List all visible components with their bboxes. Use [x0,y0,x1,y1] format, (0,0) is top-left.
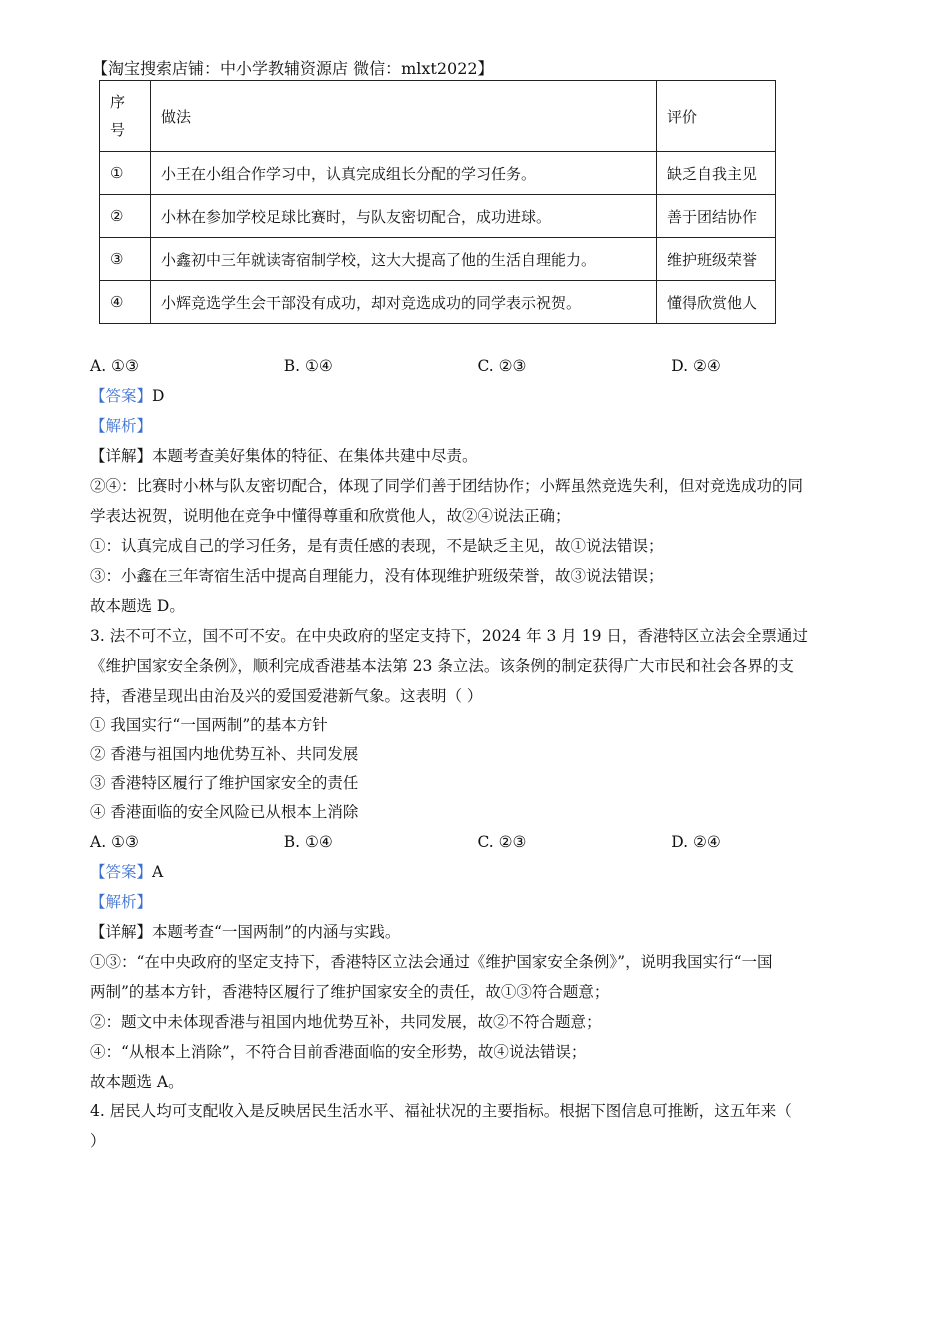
q3-choice: ③ 香港特区履行了维护国家安全的责任 [90,774,359,792]
q2-analysis-tag: 【解析】 [90,417,153,435]
row-eval: 维护班级荣誉 [657,238,776,281]
row-num: ② [100,195,151,238]
row-num: ④ [100,281,151,324]
option-a: A. ①③ [90,833,139,851]
q3-detail-line: 【详解】本题考查“一国两制”的内涵与实践。 [90,923,401,941]
q3-stem-line: 3. 法不可不立，国不可不安。在中央政府的坚定支持下，2024 年 3 月 19 日，香港特区立法会全票通过 [90,627,808,645]
q3-detail-line: ②：题文中未体现香港与祖国内地优势互补，共同发展，故②不符合题意； [90,1013,602,1031]
q3-stem-line: 持，香港呈现出由治及兴的爱国爱港新气象。这表明（ ） [90,687,483,705]
row-practice: 小辉竞选学生会干部没有成功，却对竞选成功的同学表示祝贺。 [151,281,657,324]
option-c: C. ②③ [477,833,527,851]
q3-choice: ④ 香港面临的安全风险已从根本上消除 [90,803,359,821]
q3-choice: ② 香港与祖国内地优势互补、共同发展 [90,745,359,763]
q3-detail-line: 故本题选 A。 [90,1073,184,1091]
option-b: B. ①④ [283,833,333,851]
answer-value: D [152,387,165,405]
row-practice: 小鑫初中三年就读寄宿制学校，这大大提高了他的生活自理能力。 [151,238,657,281]
q4-section [90,1096,865,1156]
q2-answer-line [90,381,865,411]
answer-tag: 【答案】 [90,387,153,405]
table-row [100,238,776,281]
q4-stem-line: 4. 居民人均可支配收入是反映居民生活水平、福祉状况的主要指标。根据下图信息可推断，这五年来（ [90,1102,792,1120]
watermark-header: 【淘宝搜索店铺：中小学教辅资源店 微信：mlxt2022】 [92,59,494,78]
practice-evaluation-table [99,80,776,324]
q2-detail-line: 故本题选 D。 [90,597,185,615]
q2-detail-line: ①：认真完成自己的学习任务，是有责任感的表现，不是缺乏主见，故①说法错误； [90,537,664,555]
row-practice: 小林在参加学校足球比赛时，与队友密切配合，成功进球。 [151,195,657,238]
q3-analysis-tag: 【解析】 [90,893,153,911]
header-seq-label: 序号 [110,93,126,139]
q2-detail-line: 【详解】本题考查美好集体的特征、在集体共建中尽责。 [90,447,478,465]
table-row [100,281,776,324]
row-practice: 小王在小组合作学习中，认真完成组长分配的学习任务。 [151,152,657,195]
header-seq [100,81,151,152]
row-eval: 善于团结协作 [657,195,776,238]
option-c: C. ②③ [477,357,527,375]
q3-detail-line: ①③：“在中央政府的坚定支持下，香港特区立法会通过《维护国家安全条例》”，说明我国实行“一国 [90,953,773,971]
q2-detail-line: 学表达祝贺，说明他在竞争中懂得尊重和欣赏他人，故②④说法正确； [90,507,571,525]
q2-detail-line: ③：小鑫在三年寄宿生活中提高自理能力，没有体现维护班级荣誉，故③说法错误； [90,567,664,585]
q3-options [90,827,865,857]
answer-tag: 【答案】 [90,863,153,881]
q3-answer-line [90,857,865,887]
option-d: D. ②④ [671,357,721,375]
option-d: D. ②④ [671,833,721,851]
q3-detail-line: 两制”的基本方针，香港特区履行了维护国家安全的责任，故①③符合题意； [90,983,610,1001]
q3-choice: ① 我国实行“一国两制”的基本方针 [90,716,328,734]
q4-stem-line: ） [90,1132,106,1150]
table-row [100,195,776,238]
row-eval: 懂得欣赏他人 [657,281,776,324]
table-header-row [100,81,776,152]
q3-detail-line: ④：“从根本上消除”，不符合目前香港面临的安全形势，故④说法错误； [90,1043,587,1061]
header-eval: 评价 [657,81,776,152]
answer-value: A [152,863,164,881]
row-num: ③ [100,238,151,281]
q3-stem-line: 《维护国家安全条例》，顺利完成香港基本法第 23 条立法。该条例的制定获得广大市民和社会各界的支 [90,657,794,675]
table-row [100,152,776,195]
row-eval: 缺乏自我主见 [657,152,776,195]
option-b: B. ①④ [283,357,333,375]
header-practice: 做法 [151,81,657,152]
q2-section [90,351,865,621]
q2-options [90,351,865,381]
q3-section [90,621,865,1097]
row-num: ① [100,152,151,195]
option-a: A. ①③ [90,357,139,375]
q2-detail-line: ②④：比赛时小林与队友密切配合，体现了同学们善于团结协作；小辉虽然竞选失利，但对竞选成功的同 [90,477,804,495]
